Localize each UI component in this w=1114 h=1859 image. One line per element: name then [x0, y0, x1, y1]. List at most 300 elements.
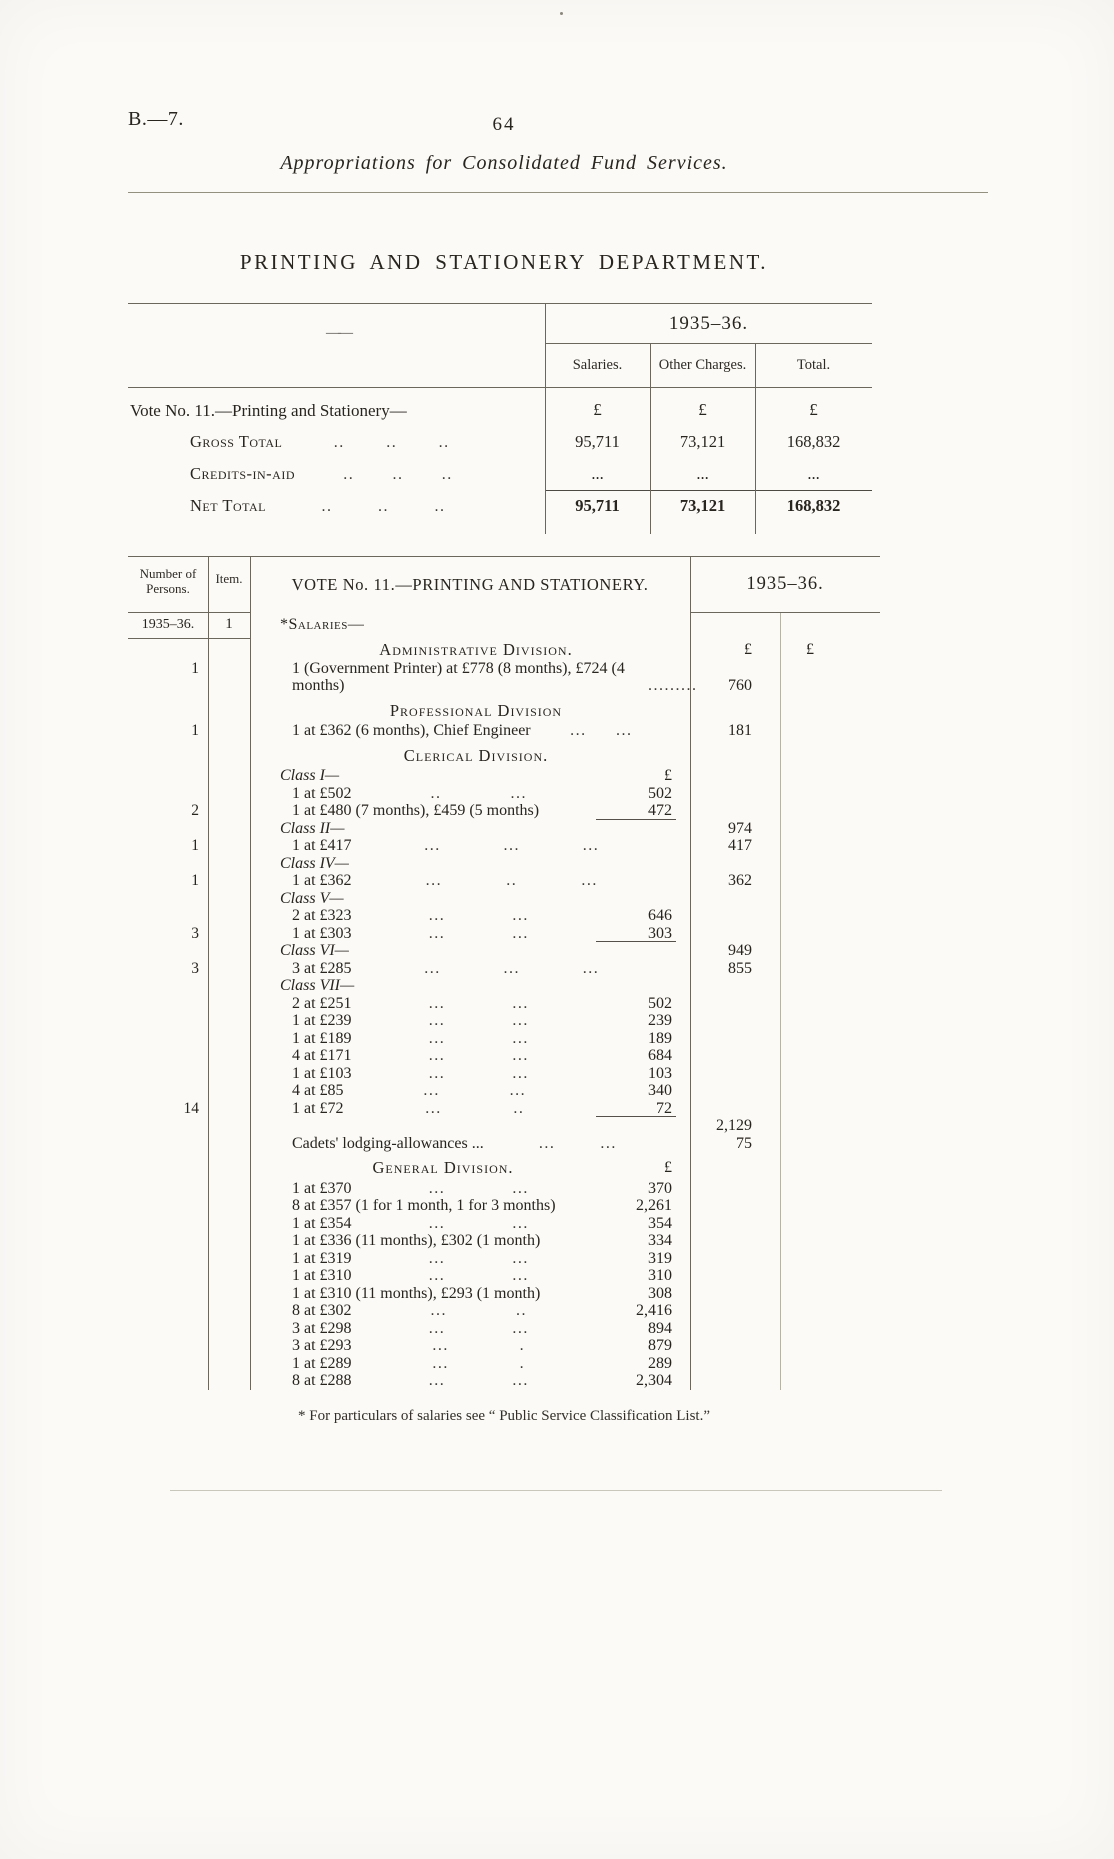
- amount-column-1: [690, 802, 780, 820]
- entry-description: 1 at £303: [292, 924, 352, 942]
- amount-column-1: 2,129: [716, 1117, 752, 1134]
- entry-description: 1 at £480 (7 months), £459 (5 months): [292, 802, 540, 819]
- item-cell: [208, 1250, 250, 1268]
- dot-group: ...: [428, 1319, 446, 1337]
- class-heading: Class I—: [280, 767, 340, 784]
- inner-amount: 2,261: [636, 1197, 672, 1214]
- entry-description: 1 at £319: [292, 1249, 352, 1267]
- dot-group: ...: [512, 1214, 529, 1232]
- amount-column-2: [780, 802, 880, 820]
- persons-count-cell: 1: [191, 659, 199, 677]
- inner-amount: 684: [648, 1047, 672, 1064]
- description-cell: [250, 977, 690, 995]
- amount-column-1: [690, 1082, 780, 1100]
- description-cell: [250, 872, 690, 890]
- item-cell: [208, 907, 250, 925]
- detail-row-entry: [128, 785, 880, 803]
- entry-leader-dots: [362, 1320, 596, 1338]
- amount-column-1: [690, 1159, 780, 1177]
- dot-group: ...: [538, 1134, 556, 1152]
- persons-count-cell: 2: [191, 802, 199, 819]
- detail-row-class: [128, 767, 880, 785]
- persons-count-cell: [128, 767, 208, 785]
- persons-count-cell: [128, 1232, 208, 1250]
- dot-group: ...: [428, 1214, 446, 1232]
- dot-group: ...: [428, 1372, 446, 1389]
- dot-group: ...: [428, 994, 446, 1012]
- amount-column-1: [690, 785, 780, 803]
- amount-column-2: [780, 1250, 880, 1268]
- summary-row: [128, 426, 872, 458]
- item-cell: [208, 641, 250, 659]
- item-cell: [208, 1082, 250, 1100]
- entry-description: 1 (Government Printer) at £778 (8 months), £724 (4 months): [292, 659, 625, 694]
- amount-column-1: [690, 907, 780, 925]
- inner-amount: 2,416: [636, 1302, 672, 1319]
- inner-amount: 319: [648, 1249, 672, 1267]
- persons-count-cell: [128, 820, 208, 838]
- dot-group: ...: [581, 872, 598, 889]
- running-title: Appropriations for Consolidated Fund Services.: [280, 152, 728, 174]
- item-cell: [208, 802, 250, 820]
- detail-row-entry: [128, 802, 880, 820]
- page-number: 64: [492, 114, 516, 135]
- summary-header-desc-cell: [128, 304, 545, 344]
- detail-row-entry: [128, 1250, 880, 1268]
- entry-description: 1 at £189: [292, 1029, 352, 1047]
- dot-group: ...: [512, 1267, 529, 1284]
- persons-count-cell: [128, 1180, 208, 1198]
- item-cell: [208, 1197, 250, 1215]
- detail-row-entry: [128, 1232, 880, 1250]
- subtotal-rule: [596, 819, 676, 820]
- persons-count-cell: [128, 1047, 208, 1065]
- dot-group: ...: [512, 1012, 529, 1029]
- amount-column-divider: [780, 613, 781, 1390]
- amount-column-2: [780, 837, 880, 855]
- detail-row-entry: [128, 1012, 880, 1030]
- detail-row-section: [128, 641, 880, 659]
- detail-row-entry: [128, 660, 880, 695]
- amount-column-1: 181: [728, 722, 752, 739]
- dot-group: ..: [343, 466, 355, 483]
- entry-description: 2 at £323: [292, 907, 352, 924]
- dot-group: ..: [513, 1099, 525, 1117]
- summary-amount: 95,711: [545, 490, 650, 522]
- summary-col-header-other-charges: Other Charges.: [658, 357, 747, 373]
- detail-row-entry: [128, 1065, 880, 1083]
- description-cell: [250, 702, 690, 720]
- division-heading: General Division.: [372, 1158, 514, 1177]
- persons-count-cell: [128, 1135, 208, 1153]
- summary-amount: 168,832: [755, 490, 872, 522]
- amount-column-2: [780, 942, 880, 960]
- class-heading: Class VII—: [280, 977, 355, 994]
- item-cell: [208, 890, 250, 908]
- persons-count-cell: [128, 1320, 208, 1338]
- persons-count-cell: [128, 1372, 208, 1390]
- persons-count-cell: [128, 942, 208, 960]
- description-cell: [250, 1197, 690, 1215]
- detail-row-class: [128, 855, 880, 873]
- bottom-rule: [170, 1490, 942, 1491]
- item-cell: [208, 820, 250, 838]
- persons-count-cell: 1: [191, 837, 199, 854]
- amount-column-2: [780, 995, 880, 1013]
- item-cell: [208, 1100, 250, 1118]
- amount-column-1: [690, 1215, 780, 1233]
- dot-group: ..: [516, 1302, 528, 1319]
- inner-amount: 894: [648, 1319, 672, 1337]
- description-cell: [250, 785, 690, 803]
- entry-description: 2 at £251: [292, 994, 352, 1012]
- detail-row-entry: [128, 1267, 880, 1285]
- dot-group: ...: [428, 1179, 446, 1197]
- entry-description: 1 at £362: [292, 872, 352, 889]
- detail-row-entry: [128, 1135, 880, 1153]
- amount-column-1: [690, 1267, 780, 1285]
- summary-row-label-cell: [128, 426, 545, 458]
- summary-amount: ...: [591, 464, 604, 483]
- detail-row-entry: [128, 1030, 880, 1048]
- amount-column-2: [780, 1180, 880, 1198]
- entry-leader-dots: [362, 1030, 596, 1048]
- dot-group: ...: [512, 907, 529, 924]
- amount-column-2: [780, 1355, 880, 1373]
- entry-description: 8 at £302: [292, 1302, 352, 1319]
- dot-group: ...: [430, 1302, 448, 1319]
- item-cell: [208, 855, 250, 873]
- entry-leader-dots: [648, 677, 698, 695]
- department-title: PRINTING AND STATIONERY DEPARTMENT.: [239, 250, 769, 274]
- dot-group: ...: [512, 1047, 529, 1064]
- description-cell: [250, 1232, 690, 1250]
- description-cell: [250, 1180, 690, 1198]
- detail-row-entry: [128, 1337, 880, 1355]
- entry-description: 3 at £293: [292, 1337, 352, 1354]
- description-cell: [250, 820, 690, 838]
- amount-column-1: 855: [728, 959, 752, 977]
- item-cell: [208, 1267, 250, 1285]
- item-cell: [208, 1215, 250, 1233]
- detail-row-entry: [128, 872, 880, 890]
- description-cell: [250, 1065, 690, 1083]
- item-cell: [208, 747, 250, 765]
- item-cell: [208, 942, 250, 960]
- summary-row-label-cell: [128, 490, 545, 522]
- inner-amount: 289: [648, 1354, 672, 1372]
- amount-column-1: [690, 1197, 780, 1215]
- subheader-amount-cell-2: [780, 613, 880, 639]
- amount-column-1: [690, 1100, 780, 1118]
- dot-group: ...: [512, 1372, 529, 1389]
- amount-column-1: [690, 1232, 780, 1250]
- inner-amount: 502: [648, 784, 672, 802]
- detail-row-entry: [128, 1372, 880, 1390]
- persons-count-cell: [128, 1082, 208, 1100]
- amount-column-2: [780, 960, 880, 978]
- dot-group: ...: [512, 1249, 529, 1267]
- dot-group: ...: [648, 677, 665, 694]
- description-cell: [250, 907, 690, 925]
- summary-amount: 73,121: [679, 432, 726, 451]
- entry-leader-dots: [362, 1372, 596, 1390]
- dot-group: ...: [616, 722, 633, 739]
- persons-count-cell: [128, 1337, 208, 1355]
- entry-leader-dots: [362, 1180, 596, 1198]
- description-cell: [250, 1030, 690, 1048]
- detail-row-entry: [128, 995, 880, 1013]
- item-cell: [208, 660, 250, 695]
- detail-table: [128, 556, 880, 1390]
- entry-description: 4 at £85: [292, 1082, 344, 1099]
- dot-group: .: [519, 1337, 526, 1354]
- dot-group: ...: [570, 722, 587, 739]
- amount-column-2: [780, 1030, 880, 1048]
- summary-row: [128, 490, 872, 522]
- dot-group: ...: [424, 959, 441, 977]
- amount-column-1: [690, 1012, 780, 1030]
- dot-group: ...: [512, 924, 529, 942]
- amount-column-1: [690, 1320, 780, 1338]
- summary-row-label: Net Total: [190, 496, 267, 515]
- detail-row-class: [128, 890, 880, 908]
- amount-column-2: [780, 785, 880, 803]
- persons-count-cell: [128, 995, 208, 1013]
- inner-amount: 303: [648, 924, 672, 942]
- dot-group: ..: [377, 498, 389, 515]
- dot-group: ...: [509, 1082, 527, 1099]
- dot-group: ..: [386, 434, 398, 451]
- entry-description: 8 at £288: [292, 1372, 352, 1389]
- dot-group: ..: [441, 466, 453, 483]
- amount-column-2: [780, 1285, 880, 1303]
- dot-group: ...: [582, 837, 600, 854]
- description-cell: [250, 1355, 690, 1373]
- detail-row-section: [128, 1159, 880, 1177]
- amount-column-2: [780, 660, 880, 695]
- amount-column-2: [780, 1117, 880, 1135]
- currency-symbol-other-charges: £: [698, 400, 707, 419]
- inner-amount: 472: [648, 802, 672, 819]
- detail-row-entry: [128, 907, 880, 925]
- amount-column-1: 949: [728, 942, 752, 959]
- inner-amount: 2,304: [636, 1372, 672, 1389]
- entry-leader-dots: [362, 1047, 596, 1065]
- amount-column-1: [690, 1180, 780, 1198]
- dot-group: ...: [432, 1354, 449, 1372]
- item-cell: [208, 1117, 250, 1135]
- entry-description: 3 at £298: [292, 1319, 352, 1337]
- persons-count-cell: [128, 1159, 208, 1177]
- dot-group: ...: [512, 1064, 529, 1082]
- summary-table-header: [128, 304, 872, 344]
- amount-column-1: [690, 1030, 780, 1048]
- summary-amount: ...: [696, 464, 709, 483]
- inner-amount: 103: [648, 1064, 672, 1082]
- detail-row-section: [128, 702, 880, 720]
- description-cell: [250, 1250, 690, 1268]
- dot-group: ...: [428, 907, 446, 924]
- item-column-header: Item.: [208, 557, 250, 613]
- description-cell: [250, 942, 690, 960]
- dot-group: ...: [432, 1337, 449, 1354]
- item-cell: [208, 1030, 250, 1048]
- summary-leader-dots: [276, 498, 491, 516]
- detail-row-entry: [128, 1215, 880, 1233]
- summary-col-header-salaries: Salaries.: [572, 357, 623, 373]
- item-cell: [208, 1337, 250, 1355]
- class-heading: Class VI—: [280, 942, 349, 959]
- dot-group: ..: [333, 434, 345, 451]
- amount-column-1: 75: [736, 1134, 752, 1152]
- detail-row-class: [128, 942, 880, 960]
- entry-leader-dots: [362, 1215, 596, 1233]
- persons-count-cell: [128, 1302, 208, 1320]
- inner-amount: 340: [648, 1082, 672, 1099]
- currency-symbol-salaries: £: [593, 400, 602, 419]
- summary-row-label-cell: [128, 458, 545, 490]
- amount-column-1: 417: [728, 837, 752, 854]
- inner-amount: 370: [648, 1179, 672, 1197]
- description-cell: [250, 1117, 690, 1135]
- entry-description: 3 at £285: [292, 959, 352, 977]
- class-heading: Class IV—: [280, 854, 349, 872]
- amount-column-2: [780, 1047, 880, 1065]
- summary-column-headers: [128, 344, 872, 388]
- dot-group: ..: [430, 784, 442, 802]
- vote-title-header: VOTE No. 11.—PRINTING AND STATIONERY.: [291, 575, 649, 594]
- amount-column-2: [780, 1232, 880, 1250]
- subheader-amount-cell-1: [690, 613, 780, 639]
- document-reference: B.—7.: [128, 108, 184, 130]
- item-cell: [208, 1012, 250, 1030]
- inner-amount: 308: [648, 1284, 672, 1302]
- item-cell: [208, 925, 250, 943]
- amount-column-1: [690, 747, 780, 765]
- persons-count-cell: 3: [191, 924, 199, 942]
- description-cell: [250, 855, 690, 873]
- entry-description: 1 at £417: [292, 837, 352, 854]
- entry-description: 1 at £354: [292, 1214, 352, 1232]
- amount-column-1: [690, 1047, 780, 1065]
- item-cell: [208, 1285, 250, 1303]
- amount-column-2: [780, 1012, 880, 1030]
- detail-row-entry: [128, 1047, 880, 1065]
- persons-count-cell: [128, 747, 208, 765]
- amount-column-1: [690, 1250, 780, 1268]
- entry-description: 1 at £310: [292, 1267, 352, 1284]
- amount-column-2: [780, 1320, 880, 1338]
- description-cell: [250, 960, 690, 978]
- inner-amount: 502: [648, 994, 672, 1012]
- inner-currency-header: £: [664, 1159, 672, 1176]
- entry-leader-dots: [362, 872, 662, 890]
- entry-description: 1 at £310 (11 months), £293 (1 month): [292, 1284, 541, 1302]
- dot-group: ..: [392, 466, 404, 483]
- detail-row-entry: [128, 960, 880, 978]
- dot-group: ...: [681, 677, 698, 694]
- summary-year-header: 1935–36.: [545, 304, 872, 344]
- description-cell: [250, 1100, 690, 1118]
- amount-column-2: [780, 925, 880, 943]
- persons-count-cell: 1: [191, 872, 199, 889]
- dot-group: ...: [512, 1029, 529, 1047]
- amount-column-2: [780, 1159, 880, 1177]
- dot-group: ...: [424, 837, 441, 854]
- persons-count-cell: [128, 1215, 208, 1233]
- amount-column-1: [690, 1372, 780, 1390]
- description-cell: [250, 1372, 690, 1390]
- description-cell: [250, 641, 690, 659]
- persons-count-cell: [128, 1285, 208, 1303]
- entry-leader-dots: [362, 1012, 596, 1030]
- persons-count-cell: 14: [183, 1099, 199, 1117]
- entry-description: 1 at £72: [292, 1099, 344, 1117]
- amount-column-2: [780, 1197, 880, 1215]
- summary-col-header-total: Total.: [796, 357, 831, 373]
- amount-column-1: [690, 1065, 780, 1083]
- dot-group: ...: [428, 1012, 446, 1029]
- description-cell: [250, 1302, 690, 1320]
- summary-amount: 168,832: [786, 432, 841, 451]
- description-cell: [250, 1135, 690, 1153]
- item-cell: [208, 995, 250, 1013]
- item-cell: [208, 1159, 250, 1177]
- amount-column-1: [690, 995, 780, 1013]
- item-cell: [208, 977, 250, 995]
- entry-leader-dots: [362, 907, 596, 925]
- item-cell: [208, 837, 250, 855]
- amount-column-2: [780, 872, 880, 890]
- persons-count-cell: [128, 1012, 208, 1030]
- amount-column-2: [780, 1337, 880, 1355]
- amount-column-2: [780, 1215, 880, 1233]
- amount-column-1: [690, 1285, 780, 1303]
- persons-count-cell: [128, 1250, 208, 1268]
- amount-column-1: [690, 855, 780, 873]
- class-heading: Class V—: [280, 889, 344, 907]
- amount-column-2: [780, 722, 880, 740]
- entry-leader-dots: [362, 1267, 596, 1285]
- amount-column-2: [780, 1302, 880, 1320]
- header-rule: [128, 192, 988, 193]
- entry-leader-dots: [362, 1250, 596, 1268]
- amount-column-2: [780, 767, 880, 785]
- detail-row-class: [128, 977, 880, 995]
- persons-year-subheader: 1935–36.: [128, 613, 208, 639]
- entry-leader-dots: [362, 1065, 596, 1083]
- amount-column-2: [780, 702, 880, 720]
- item-cell: [208, 767, 250, 785]
- salaries-section-heading: *Salaries—: [280, 616, 365, 633]
- detail-row-entry: [128, 1197, 880, 1215]
- dot-group: ...: [428, 1267, 446, 1284]
- currency-symbol-total: £: [809, 400, 818, 419]
- detail-row-entry: [128, 1180, 880, 1198]
- summary-amount: 73,121: [650, 490, 755, 522]
- summary-leader-dots: [305, 466, 491, 484]
- dot-group: ...: [503, 837, 521, 854]
- amount-column-1: £: [744, 641, 752, 658]
- description-cell: [250, 995, 690, 1013]
- summary-table: [128, 303, 872, 534]
- amount-column-1: [690, 890, 780, 908]
- inner-amount: 189: [648, 1029, 672, 1047]
- amount-column-1: [690, 1355, 780, 1373]
- amount-column-2: [780, 855, 880, 873]
- inner-currency-header: £: [664, 767, 672, 784]
